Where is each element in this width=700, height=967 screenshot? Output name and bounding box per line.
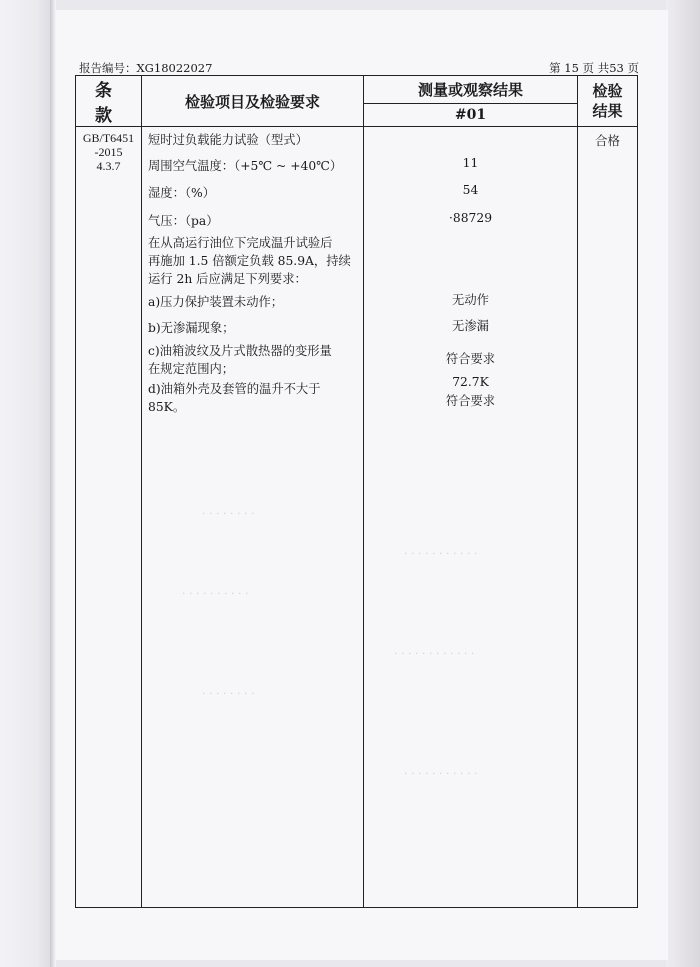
result-c: 符合要求 bbox=[445, 352, 496, 366]
inspection-table bbox=[75, 75, 638, 908]
header-conclusion bbox=[578, 76, 638, 127]
binder-strip bbox=[0, 0, 52, 967]
requirement-b: b)无渗漏现象； bbox=[148, 321, 235, 335]
requirement-d-line-2: 85K。 bbox=[148, 400, 186, 414]
report-number: 报告编号：XG18022027 bbox=[79, 61, 213, 75]
requirement-line-1: 在从高运行油位下完成温升试验后 bbox=[148, 236, 333, 250]
requirement-c-line-2: 在规定范围内； bbox=[148, 362, 235, 376]
requirement-a: a)压力保护装置未动作； bbox=[148, 295, 284, 309]
requirement-c-line-1: c)油箱波纹及片式散热器的变形量 bbox=[148, 344, 332, 358]
header-sample-id: #01 bbox=[364, 103, 578, 126]
clause-line-3: 4.3.7 bbox=[96, 159, 121, 173]
clause-line-2: -2015 bbox=[94, 145, 123, 159]
result-d-value: 72.7K bbox=[452, 375, 489, 389]
temp-label: 周围空气温度：（+5℃ ~ +40℃） bbox=[148, 159, 343, 173]
result-a: 无动作 bbox=[452, 293, 489, 307]
pressure-label: 气压：（pa） bbox=[148, 214, 219, 228]
test-title: 短时过负载能力试验（型式） bbox=[148, 133, 308, 147]
temp-value: 11 bbox=[462, 156, 479, 170]
result-cell: 11 54 ·88729 无动作 无渗漏 符合要求 72.7K 符合要求 · · · · · · · · · · · · · · · · · · · · · · · · · · · · · · · · · · bbox=[364, 127, 578, 908]
page-edge-shadow bbox=[666, 0, 700, 967]
result-b: 无渗漏 bbox=[452, 319, 489, 333]
result-d-conclusion: 符合要求 bbox=[445, 394, 496, 408]
pressure-value: ·88729 bbox=[448, 211, 493, 225]
clause-cell bbox=[76, 127, 142, 908]
header-result: 测量或观察结果 bbox=[364, 76, 578, 104]
header-conclusion-line2: 结果 bbox=[592, 102, 623, 120]
humidity-label: 湿度：（%） bbox=[148, 186, 216, 200]
header-clause: 条 款 bbox=[76, 76, 142, 127]
item-cell: 短时过负载能力试验（型式） 周围空气温度：（+5℃ ~ +40℃） 湿度：（%） 气压：（pa） 在从高运行油位下完成温升试验后 再施加 1.5 倍额定负载 85.9A，持续 运行 2h 后应满足下列要求： a)压力保护装置未动作； b)无渗漏现象； c)油箱波纹及片式散热器的变形量 在规定范围内； d)油箱外壳及套管的温升不大于 85K。 · · · · · · · · · · · · · · · · · · · · · · · · · · bbox=[142, 127, 364, 908]
header-conclusion-line1: 检验 bbox=[592, 82, 623, 100]
requirement-line-3: 运行 2h 后应满足下列要求： bbox=[148, 272, 307, 286]
clause-line-1: GB/T6451 bbox=[82, 131, 135, 145]
conclusion-cell bbox=[578, 127, 638, 908]
page-number: 第 15 页 共53 页 bbox=[549, 61, 639, 75]
humidity-value: 54 bbox=[462, 183, 479, 197]
requirement-line-2: 再施加 1.5 倍额定负载 85.9A，持续 bbox=[148, 254, 351, 268]
header-item: 检验项目及检验要求 bbox=[142, 76, 364, 127]
conclusion-value: 合格 bbox=[594, 133, 620, 148]
requirement-d-line-1: d)油箱外壳及套管的温升不大于 bbox=[148, 382, 321, 396]
